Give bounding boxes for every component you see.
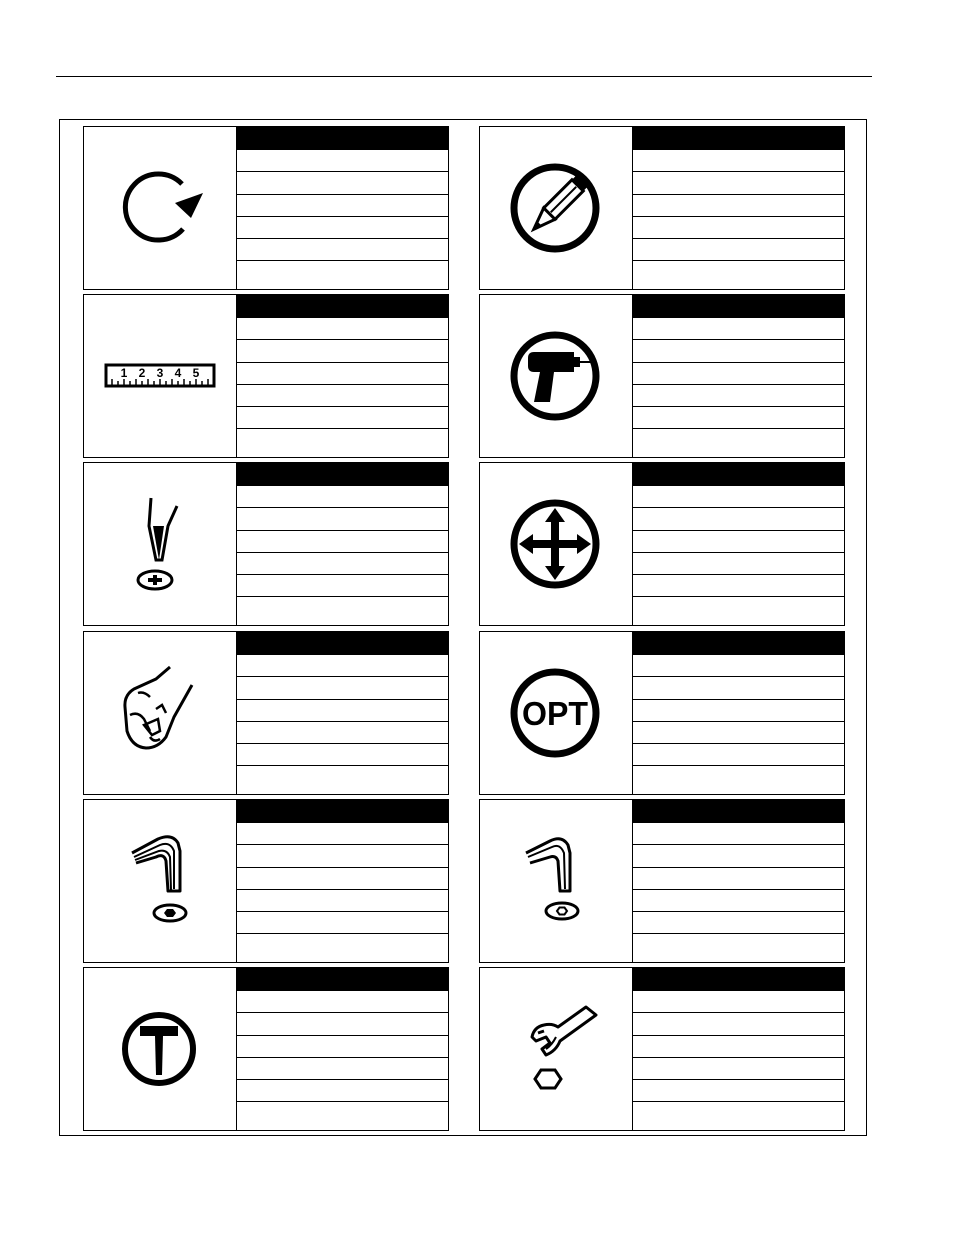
optional-icon (496, 653, 616, 773)
header-rule (56, 76, 872, 77)
legend-row (633, 507, 844, 529)
legend-row (633, 552, 844, 574)
open-end-wrench-icon (496, 989, 616, 1109)
legend-row (633, 260, 844, 282)
legend-row (633, 1079, 844, 1101)
power-drill-icon (496, 316, 616, 436)
hammer-icon (100, 989, 220, 1109)
legend-header-bar (633, 127, 844, 149)
legend-row (633, 238, 844, 260)
legend-row (237, 596, 448, 618)
legend-row (237, 238, 448, 260)
legend-rows (633, 295, 844, 457)
legend-row (633, 485, 844, 507)
icon-cell (84, 295, 237, 457)
hex-key-small-allen-wrench-icon (496, 821, 616, 941)
legend-row (633, 1057, 844, 1079)
ruler-number: 3 (156, 366, 164, 380)
legend-rows (237, 800, 448, 962)
legend-row (237, 552, 448, 574)
icon-cell (480, 295, 633, 457)
legend-card-hand-tighten (83, 631, 449, 795)
legend-row (237, 1101, 448, 1123)
hand-tighten-icon (100, 653, 220, 773)
legend-row (633, 1101, 844, 1123)
legend-header-bar (237, 127, 448, 149)
adjust-move-arrows-icon (496, 484, 616, 604)
legend-header-bar (237, 968, 448, 990)
legend-row (633, 1035, 844, 1057)
opt-label: OPT (522, 695, 588, 732)
legend-row (633, 765, 844, 787)
legend-row (633, 654, 844, 676)
legend-rows (633, 800, 844, 962)
icon-cell (480, 968, 633, 1130)
legend-rows (237, 632, 448, 794)
icon-cell (84, 800, 237, 962)
legend-row (633, 990, 844, 1012)
legend-row (633, 428, 844, 450)
legend-row (237, 990, 448, 1012)
legend-row (237, 699, 448, 721)
legend-row (633, 171, 844, 193)
legend-card-wrench (479, 967, 845, 1131)
legend-header-bar (237, 295, 448, 317)
legend-row (633, 339, 844, 361)
legend-row (237, 406, 448, 428)
icon-cell (84, 968, 237, 1130)
legend-card-hammer (83, 967, 449, 1131)
legend-row (633, 194, 844, 216)
legend-row (237, 765, 448, 787)
legend-row (633, 216, 844, 238)
legend-card-rotate (83, 126, 449, 290)
legend-row (633, 596, 844, 618)
legend-row (237, 933, 448, 955)
icon-cell (480, 463, 633, 625)
legend-row (237, 676, 448, 698)
legend-card-adjust (479, 462, 845, 626)
legend-row (633, 889, 844, 911)
legend-row (237, 362, 448, 384)
ruler-measure-icon (100, 316, 220, 436)
legend-row (237, 194, 448, 216)
hex-key-allen-wrench-icon (100, 821, 220, 941)
legend-row (633, 317, 844, 339)
legend-rows (237, 127, 448, 289)
legend-row (237, 1057, 448, 1079)
legend-row (237, 171, 448, 193)
legend-row (237, 911, 448, 933)
legend-row (237, 721, 448, 743)
legend-row (633, 676, 844, 698)
legend-card-screwdriver (83, 462, 449, 626)
ruler-number: 5 (192, 366, 200, 380)
legend-row (237, 654, 448, 676)
legend-header-bar (633, 295, 844, 317)
legend-row (633, 574, 844, 596)
legend-row (237, 216, 448, 238)
legend-row (633, 867, 844, 889)
icon-cell (84, 127, 237, 289)
legend-row (237, 317, 448, 339)
icon-cell (84, 463, 237, 625)
phillips-screwdriver-icon (100, 484, 220, 604)
ruler-number: 2 (138, 366, 146, 380)
legend-row (633, 933, 844, 955)
legend-row (633, 406, 844, 428)
legend-row (237, 1079, 448, 1101)
legend-header-bar (237, 463, 448, 485)
legend-row (633, 743, 844, 765)
legend-row (633, 384, 844, 406)
icon-cell (480, 127, 633, 289)
legend-row (237, 844, 448, 866)
legend-row (633, 149, 844, 171)
legend-rows (237, 463, 448, 625)
legend-rows (633, 127, 844, 289)
pencil-mark-icon (496, 148, 616, 268)
legend-card-optional (479, 631, 845, 795)
legend-row (237, 889, 448, 911)
legend-header-bar (633, 632, 844, 654)
legend-row (237, 574, 448, 596)
legend-row (237, 149, 448, 171)
legend-card-small-hex-key (479, 799, 845, 963)
legend-row (237, 1012, 448, 1034)
legend-card-pencil (479, 126, 845, 290)
legend-header-bar (633, 463, 844, 485)
legend-row (633, 822, 844, 844)
legend-row (237, 384, 448, 406)
legend-row (237, 428, 448, 450)
icon-cell (480, 632, 633, 794)
legend-row (237, 1035, 448, 1057)
icon-cell (84, 632, 237, 794)
legend-row (633, 530, 844, 552)
legend-row (633, 844, 844, 866)
legend-row (237, 339, 448, 361)
legend-header-bar (237, 800, 448, 822)
legend-row (237, 530, 448, 552)
legend-header-bar (237, 632, 448, 654)
legend-card-ruler (83, 294, 449, 458)
legend-row (633, 1012, 844, 1034)
ruler-number: 4 (174, 366, 182, 380)
legend-rows (633, 968, 844, 1130)
icon-cell (480, 800, 633, 962)
legend-card-hex-key (83, 799, 449, 963)
legend-card-drill (479, 294, 845, 458)
legend-row (633, 362, 844, 384)
legend-row (237, 260, 448, 282)
legend-row (633, 699, 844, 721)
legend-rows (633, 632, 844, 794)
legend-row (237, 867, 448, 889)
legend-row (237, 743, 448, 765)
legend-rows (237, 968, 448, 1130)
legend-header-bar (633, 800, 844, 822)
legend-row (633, 721, 844, 743)
legend-row (237, 822, 448, 844)
legend-rows (237, 295, 448, 457)
legend-header-bar (633, 968, 844, 990)
ruler-number: 1 (120, 366, 128, 380)
legend-row (237, 485, 448, 507)
legend-rows (633, 463, 844, 625)
legend-row (633, 911, 844, 933)
legend-row (237, 507, 448, 529)
rotate-clockwise-icon (100, 148, 220, 268)
